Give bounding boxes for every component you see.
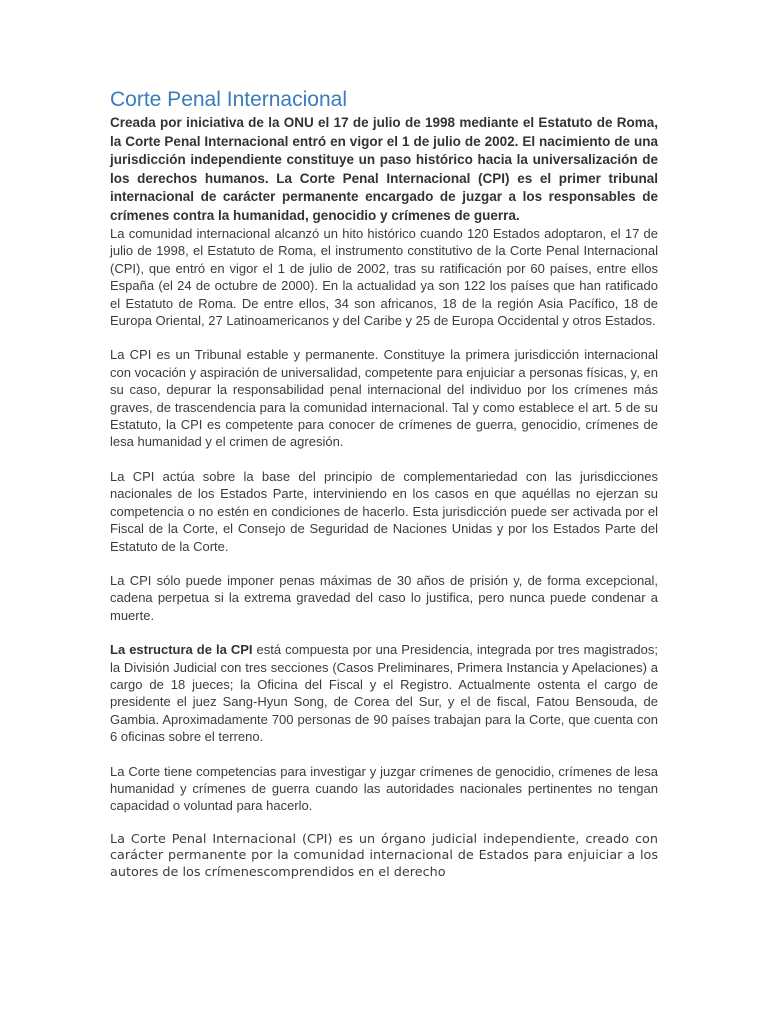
- paragraph-penalties: La CPI sólo puede imponer penas máximas de 30 años de prisión y, de forma excepcional, cadena perpetua si la extrema gravedad del caso lo justifica, pero nunca puede condenar a muerte.: [110, 572, 658, 623]
- document-page: [110, 86, 658, 881]
- paragraph-independent-body: La Corte Penal Internacional (CPI) es un órgano judicial independiente, creado con carácter permanente por la comunidad internacional de Estados para enjuiciar a los autores de los crímenescomprendidos en el derecho: [110, 831, 658, 880]
- lead-paragraph: Creada por iniciativa de la ONU el 17 de julio de 1998 mediante el Estatuto de Roma, la Corte Penal Internacional entró en vigor el 1 de julio de 2002. El nacimiento de una jurisdicción independiente constituye un paso histórico hacia la universalización de los derechos humanos. La Corte Penal Internacional (CPI) es el primer tribunal internacional de carácter permanente encargado de juzgar a los responsables de crímenes contra la humanidad, genocidio y crímenes de guerra.: [110, 115, 658, 223]
- paragraph-structure: [110, 641, 658, 745]
- paragraph-adoption: La comunidad internacional alcanzó un hito histórico cuando 120 Estados adoptaron, el 17 de julio de 1998, el Estatuto de Roma, el instrumento constitutivo de la Corte Penal Internacional (CPI), que entró en vigor el 1 de julio de 2002, tras su ratificación por 60 países, entre ellos España (el 24 de octubre de 2000). En la actualidad ya son 122 los países que han ratificado el Estatuto de Roma. De entre ellos, 34 son africanos, 18 de la región Asia Pacífico, 18 de Europa Oriental, 27 Latinoamericanos y del Caribe y 25 de Europa Occidental y otros Estados.: [110, 226, 658, 329]
- structure-text: está compuesta por una Presidencia, integrada por tres magistrados; la División Judicial con tres secciones (Casos Preliminares, Primera Instancia y Apelaciones) a cargo de 18 jueces; la Oficina del Fiscal y el Registro. Actualmente ostenta el cargo de presidente el juez Sang-Hyun Song, de Corea del Sur, y el de fiscal, Fatou Bensouda, de Gambia. Aproximadamente 700 personas de 90 países trabajan para la Corte, que cuenta con 6 oficinas sobre el terreno.: [110, 642, 658, 745]
- paragraph-complementarity: La CPI actúa sobre la base del principio de complementariedad con las jurisdicciones nacionales de los Estados Parte, interviniendo en los casos en que aquéllas no ejerzan su competencia o no estén en condiciones de hacerlo. Esta jurisdicción puede ser activada por el Fiscal de la Corte, el Consejo de Seguridad de Naciones Unidas y por los Estados Parte del Estatuto de la Corte.: [110, 468, 658, 554]
- page-title: Corte Penal Internacional: [110, 88, 347, 111]
- paragraph-competences: La Corte tiene competencias para investigar y juzgar crímenes de genocidio, crímenes de lesa humanidad y crímenes de guerra cuando las autoridades nacionales pertinentes no tengan capacidad o voluntad para hacerlo.: [110, 763, 658, 814]
- paragraph-tribunal: La CPI es un Tribunal estable y permanente. Constituye la primera jurisdicción internacional con vocación y aspiración de universalidad, competente para enjuiciar a personas físicas, y, en su caso, depurar la responsabilidad penal internacional del individuo por los crímenes más graves, de trascendencia para la comunidad internacional. Tal y como establece el art. 5 de su Estatuto, la CPI es competente para conocer de crímenes de guerra, genocidio, crímenes de lesa humanidad y el crimen de agresión.: [110, 347, 658, 450]
- structure-heading: La estructura de la CPI: [110, 642, 253, 658]
